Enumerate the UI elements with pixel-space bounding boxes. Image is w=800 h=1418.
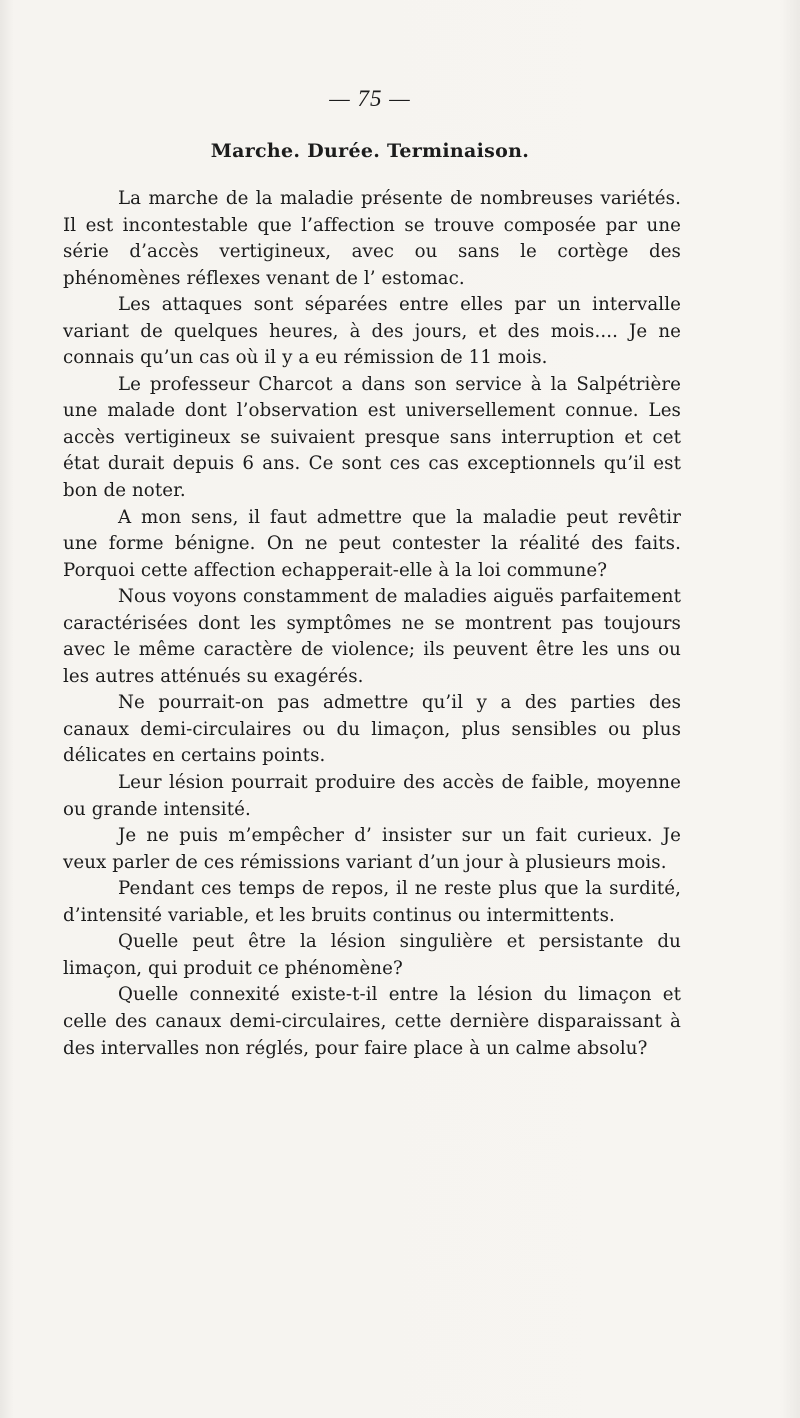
page-number: — 75 —: [329, 86, 411, 111]
paragraph: Quelle connexité existe-t-il entre la lésion du limaçon et celle des canaux demi-circulaires, cette dernière disparaissant à des intervalles non réglés, pour faire place à un calme absolu?: [63, 984, 681, 1059]
body-text: [63, 186, 681, 1062]
paragraph: La marche de la maladie présente de nombreuses variétés. Il est incontestable que l’affection se trouve composée par une série d’accès vertigineux, avec ou sans le cortège des phénomènes réflexes venant de l’ estomac.: [63, 188, 681, 289]
paragraph: Je ne puis m’empêcher d’ insister sur un fait curieux. Je veux parler de ces rémissions variant d’un jour à plusieurs mois.: [63, 825, 681, 873]
paragraph: Le professeur Charcot a dans son service à la Salpétrière une malade dont l’observation est universellement connue. Les accès vertigineux se suivaient presque sans interruption et cet état durait depuis 6 ans. Ce sont ces cas exceptionnels qu’il est bon de noter.: [63, 373, 681, 502]
paragraph: Leur lésion pourrait produire des accès de faible, moyenne ou grande intensité.: [63, 772, 681, 820]
paragraph: Pendant ces temps de repos, il ne reste plus que la surdité, d’intensité variable, et les bruits continus ou intermittents.: [63, 878, 681, 926]
paragraph: A mon sens, il faut admettre que la maladie peut revêtir une forme bénigne. On ne peut contester la réalité des faits. Porquoi cette affection echapperait-elle à la loi commune?: [63, 506, 681, 581]
paragraph: Nous voyons constamment de maladies aiguës parfaitement caractérisées dont les symptômes ne se montrent pas toujours avec le même caractère de violence; ils peuvent être les uns ou les autres atténués su exagérés.: [63, 586, 681, 687]
paragraph: Les attaques sont séparées entre elles par un intervalle variant de quelques heures, à des jours, et des mois.... Je ne connais qu’un cas où il y a eu rémission de 11 mois.: [63, 294, 681, 369]
paragraph: Ne pourrait-on pas admettre qu’il y a des parties des canaux demi-circulaires ou du limaçon, plus sensibles ou plus délicates en certains points.: [63, 692, 681, 767]
section-heading: Marche. Durée. Terminaison.: [210, 140, 530, 162]
paragraph: Quelle peut être la lésion singulière et persistante du limaçon, qui produit ce phénomène?: [63, 931, 681, 979]
